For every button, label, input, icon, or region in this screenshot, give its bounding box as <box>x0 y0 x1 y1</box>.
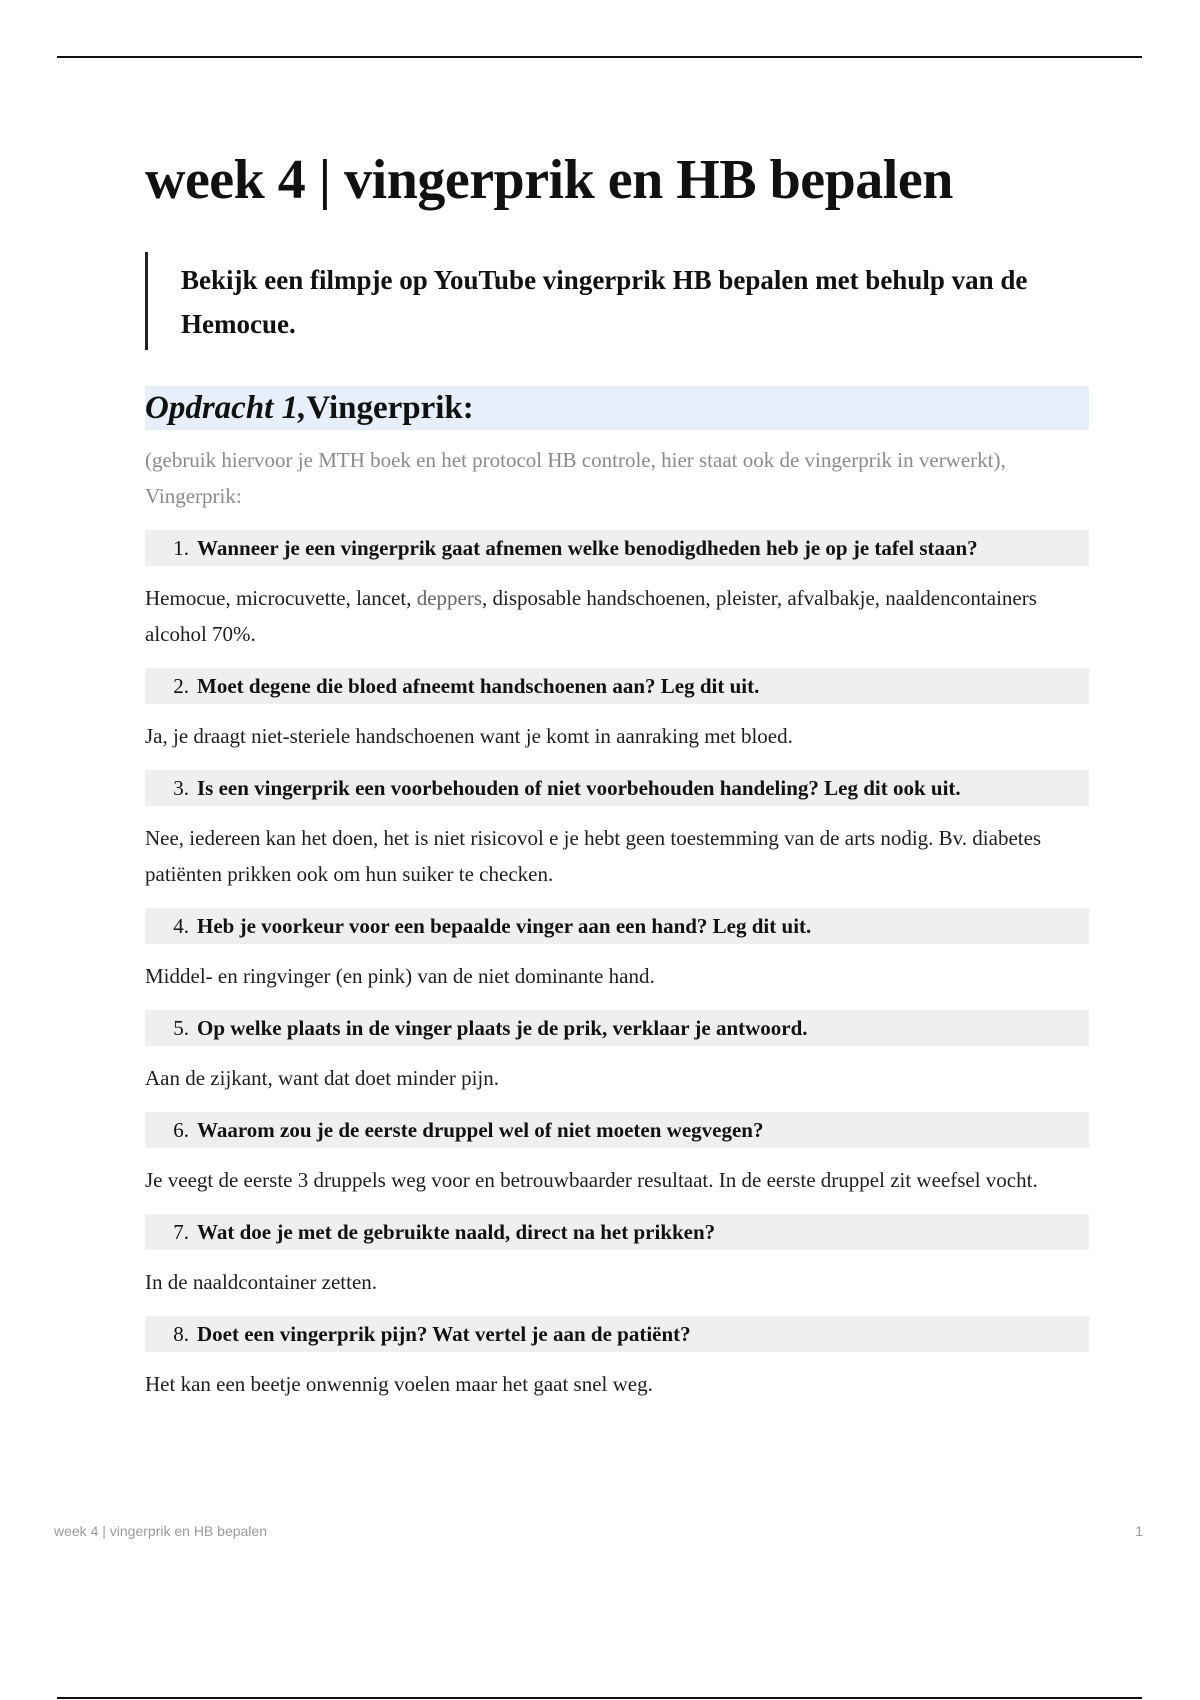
answer-text: Middel- en ringvinger (en pink) van de niet dominante hand. <box>145 964 655 988</box>
answer-part: , disposable handschoenen, pleister, afvalbakje, naaldencontainers alcohol 70%. <box>145 586 1037 646</box>
answer-text: In de naaldcontainer zetten. <box>145 1270 378 1294</box>
question-number: 6. <box>173 1118 189 1142</box>
question-text: Wanneer je een vingerprik gaat afnemen welke benodigdheden heb je op je tafel staan? <box>197 536 978 560</box>
answer-text: Je veegt de eerste 3 druppels weg voor en betrouwbaarder resultaat. In de eerste druppel zit weefsel vocht. <box>145 1168 1038 1192</box>
page-title: week 4 | vingerprik en HB bepalen <box>145 149 953 211</box>
question-text: Waarom zou je de eerste druppel wel of niet moeten wegvegen? <box>197 1118 764 1142</box>
question-row <box>145 908 1089 944</box>
question-number: 8. <box>173 1322 189 1346</box>
top-rule <box>57 56 1142 58</box>
section-heading <box>145 386 1089 430</box>
question-text: Op welke plaats in de vinger plaats je de prik, verklaar je antwoord. <box>197 1016 808 1040</box>
question-row <box>145 1010 1089 1046</box>
section-heading-rest: Vingerprik: <box>306 390 474 426</box>
answer-muted-word: deppers <box>416 586 483 610</box>
answer-text: Nee, iedereen kan het doen, het is niet risicovol e je hebt geen toestemming van de arts nodig. Bv. diabetes patiënten prikken ook om hun suiker te checken. <box>145 826 1042 886</box>
footer-page-number: 1 <box>1135 1523 1143 1539</box>
question-number: 3. <box>173 776 189 800</box>
question-number: 4. <box>173 914 189 938</box>
answer-text: Aan de zijkant, want dat doet minder pijn. <box>145 1066 499 1090</box>
question-text: Moet degene die bloed afneemt handschoenen aan? Leg dit uit. <box>197 674 760 698</box>
answer-text: Het kan een beetje onwennig voelen maar het gaat snel weg. <box>145 1372 653 1396</box>
footer-title: week 4 | vingerprik en HB bepalen <box>54 1523 267 1539</box>
section-note: (gebruik hiervoor je MTH boek en het protocol HB controle, hier staat ook de vingerprik in verwerkt), Vingerprik: <box>145 448 1006 508</box>
question-row <box>145 1112 1089 1148</box>
question-row <box>145 770 1089 806</box>
answer-part: Hemocue, microcuvette, lancet, <box>145 586 417 610</box>
question-text: Heb je voorkeur voor een bepaalde vinger aan een hand? Leg dit uit. <box>197 914 812 938</box>
question-number: 7. <box>173 1220 189 1244</box>
question-text: Wat doe je met de gebruikte naald, direct na het prikken? <box>197 1220 716 1244</box>
question-row <box>145 668 1089 704</box>
question-row <box>145 530 1089 566</box>
question-text: Doet een vingerprik pijn? Wat vertel je aan de patiënt? <box>197 1322 691 1346</box>
bottom-rule <box>57 1697 1142 1699</box>
question-number: 5. <box>173 1016 189 1040</box>
callout-quote: Bekijk een filmpje op YouTube vingerprik HB bepalen met behulp van de Hemocue. <box>145 252 1089 350</box>
question-number: 2. <box>173 674 189 698</box>
answer-text <box>145 580 1089 652</box>
document-body <box>145 140 1089 1402</box>
question-number: 1. <box>173 536 189 560</box>
question-row <box>145 1214 1089 1250</box>
question-text: Is een vingerprik een voorbehouden of niet voorbehouden handeling? Leg dit ook uit. <box>197 776 961 800</box>
answer-text: Ja, je draagt niet-steriele handschoenen want je komt in aanraking met bloed. <box>145 724 793 748</box>
section-heading-italic: Opdracht 1, <box>145 390 307 426</box>
question-row <box>145 1316 1089 1352</box>
